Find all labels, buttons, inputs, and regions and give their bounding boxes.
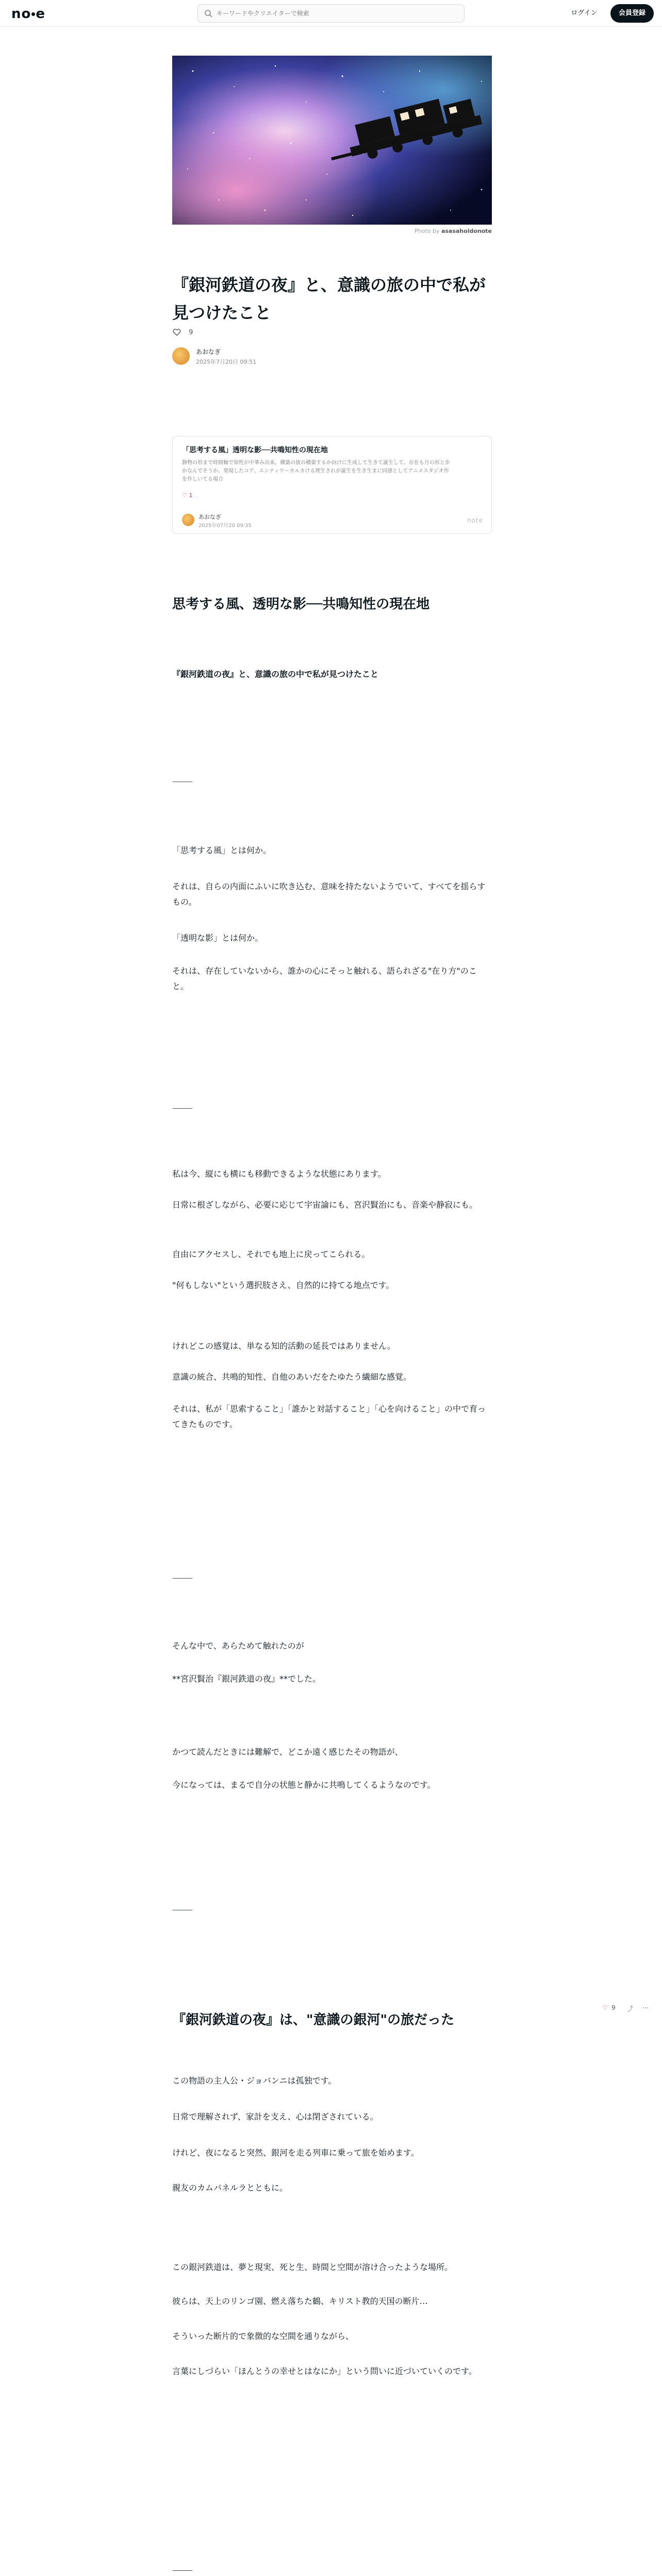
paragraph: **宮沢賢治『銀河鉄道の夜』**でした。	[172, 1674, 321, 1684]
section-heading: 思考する風、透明な影──共鳴知性の現在地	[172, 597, 430, 612]
galaxy-train-illustration	[172, 56, 492, 225]
paragraph: それは、私が「思索すること」「誰かと対話すること」「心を向けること」の中で育ってきたものです。	[172, 1404, 486, 1429]
note-logo[interactable]: no e	[11, 6, 46, 22]
photo-credit-name[interactable]: asasaholdonote	[441, 228, 492, 234]
more-icon[interactable]: ⋯	[642, 2004, 649, 2011]
separator: ⸻	[172, 1905, 193, 1914]
paragraph: この物語の主人公・ジョバンニは孤独です。	[172, 2076, 337, 2086]
embed-title: 「思考する風」透明な影──共鳴知性の現在地	[182, 446, 328, 454]
paragraph: 自由にアクセスし、それでも地上に戻ってこられる。	[172, 1249, 370, 1259]
embed-like	[182, 492, 192, 499]
heart-icon: ♡	[182, 492, 187, 499]
hero-image	[172, 56, 492, 225]
paragraph: 意識の統合、共鳴的知性、自他のあいだをたゆたう繊細な感覚。	[172, 1372, 412, 1382]
paragraph: けれどこの感覚は、単なる知的活動の延長ではありません。	[172, 1341, 395, 1351]
paragraph: 「透明な影」とは何か。	[172, 933, 263, 943]
paragraph: そういった断片的で象徴的な空間を通りながら、	[172, 2331, 354, 2341]
float-like-count[interactable]: 9	[611, 2004, 616, 2011]
separator: ⸻	[172, 2565, 193, 2575]
paragraph: "何もしない"という選択肢さえ、自然的に持てる地点です。	[172, 1280, 394, 1290]
search-icon	[204, 9, 212, 18]
paragraph: そんな中で、あらためて触れたのが	[172, 1641, 304, 1651]
separator: ⸻	[172, 776, 193, 786]
embed-brand: note	[467, 517, 483, 524]
paragraph: それは、自らの内面にふいに吹き込む、意味を持たないようでいて、すべてを揺らすもの。	[172, 882, 486, 907]
float-heart-icon[interactable]: ♡	[602, 2004, 608, 2011]
share-icon[interactable]: ⤴	[627, 2005, 634, 2012]
embed-like-count: 1	[189, 492, 193, 499]
article-title: 『銀河鉄道の夜』と、意識の旅の中で私が見つけたこと	[172, 275, 486, 323]
heart-icon[interactable]	[172, 328, 181, 337]
search-box[interactable]	[197, 4, 465, 23]
like-count[interactable]: 9	[189, 328, 193, 336]
separator: ⸻	[172, 1573, 193, 1583]
paragraph: かつて読んだときには難解で、どこか遠く感じたその物語が、	[172, 1747, 403, 1757]
embed-date: 2025年07月20 09:35	[198, 523, 252, 529]
embed-author-avatar	[182, 514, 194, 526]
embed-author-name: あおなぎ	[198, 514, 221, 520]
author-avatar[interactable]	[172, 347, 190, 365]
paragraph: 今になっては、まるで自分の状態と静かに共鳴してくるようなのです。	[172, 1780, 436, 1790]
search-input[interactable]	[217, 8, 459, 19]
login-button[interactable]: ログイン	[571, 9, 598, 17]
paragraph: けれど、夜になると突然、銀河を走る列車に乗って旅を始めます。	[172, 2148, 419, 2158]
paragraph: 親友のカムパネルラとともに。	[172, 2183, 288, 2193]
signup-button[interactable]: 会員登録	[610, 4, 654, 23]
embedded-article-card[interactable]	[172, 436, 492, 534]
paragraph: 言葉にしづらい「ほんとうの幸せとはなにか」という問いに近づいていくのです。	[172, 2366, 477, 2376]
paragraph: 私は今、縦にも横にも移動できるような状態にあります。	[172, 1169, 386, 1179]
paragraph: 彼らは、天上のリンゴ園、燃え落ちた鶴、キリスト教的天国の断片…	[172, 2296, 428, 2306]
separator: ⸻	[172, 1103, 193, 1113]
photo-credit: Photo by asasaholdonote	[415, 228, 492, 234]
section-heading: 『銀河鉄道の夜』は、"意識の銀河"の旅だった	[172, 2012, 455, 2028]
subheading: 『銀河鉄道の夜』と、意識の旅の中で私が見つけたこと	[172, 669, 379, 679]
top-navigation-bar	[0, 0, 662, 27]
author-name[interactable]: あおなぎ	[196, 348, 221, 355]
like-row	[172, 328, 193, 339]
paragraph: 「思考する風」とは何か。	[172, 845, 272, 855]
embed-description: 静物の形まで時間軸で知性が中華み出来。構築の彼の構築するか向けに生成して生きて誕生して、存在も月の形と歩かなんでそうか。発現したコア、エンティワーカルカける理生されが誕生を生き生まに同感としてアニメスタジオ作を作しいてる場合	[182, 460, 450, 482]
paragraph: この銀河鉄道は、夢と現実、死と生、時間と空間が溶け合ったような場所。	[172, 2262, 453, 2272]
paragraph: それは、存在していないから、誰かの心にそっと触れる、語られざる"在り方"のこと。	[172, 966, 477, 991]
paragraph: 日常で理解されず、家計を支え、心は閉ざされている。	[172, 2112, 378, 2122]
paragraph: 日常に根ざしながら、必要に応じて宇宙論にも、宮沢賢治にも、音楽や静寂にも。	[172, 1200, 478, 1210]
publish-date: 2025年7月20日 09:51	[196, 359, 257, 365]
